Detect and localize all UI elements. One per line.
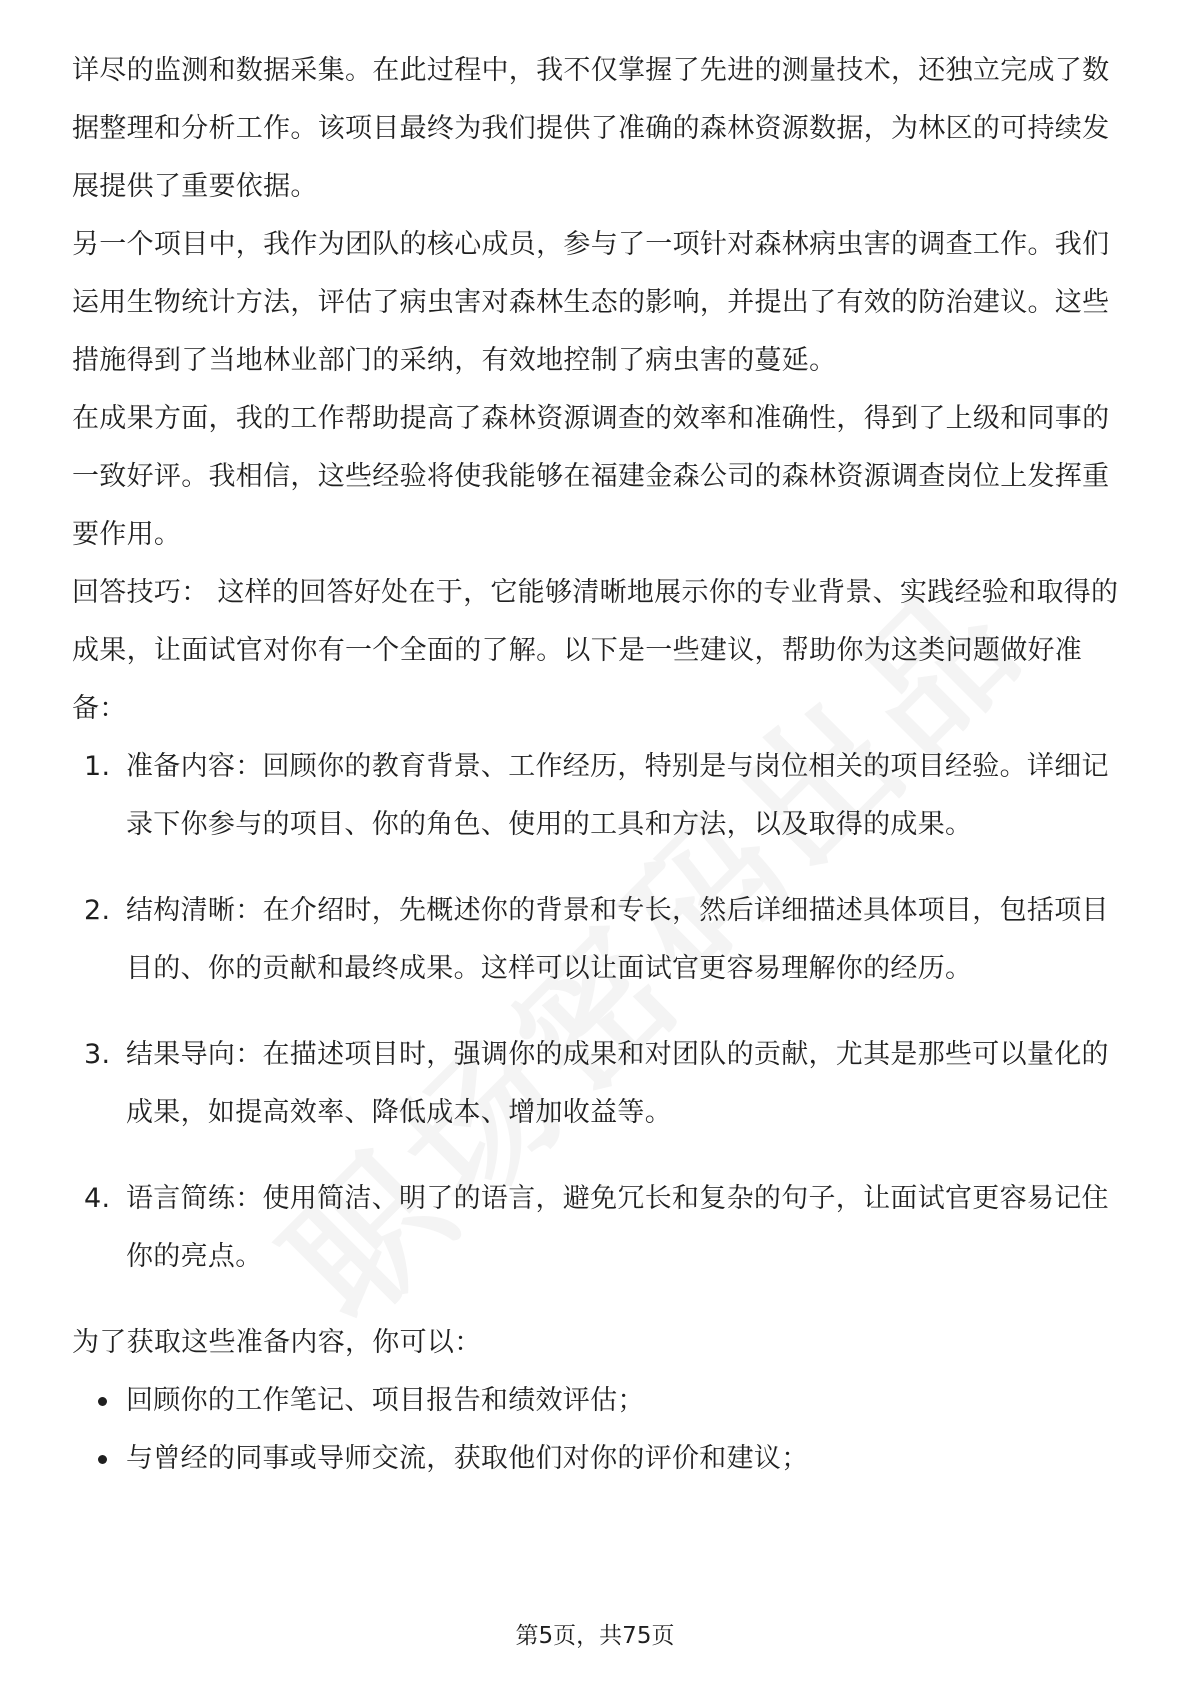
page-content — [72, 42, 1122, 1488]
tips-list — [72, 738, 1122, 1286]
paragraph-pest-project: 另一个项目中，我作为团队的核心成员，参与了一项针对森林病虫害的调查工作。我们运用生物统计方法，评估了病虫害对森林生态的影响，并提出了有效的防治建议。这些措施得到了当地林业部门的采纳，有效地控制了病虫害的蔓延。 — [72, 229, 1110, 376]
bullet-item — [72, 1430, 1122, 1488]
paragraph-answer-tips: 回答技巧： 这样的回答好处在于，它能够清晰地展示你的专业背景、实践经验和取得的成果，让面试官对你有一个全面的了解。以下是一些建议，帮助你为这类问题做好准备： — [72, 577, 1119, 724]
page-number-footer: 第5页，共75页 — [515, 1623, 675, 1649]
bullet-item — [72, 1372, 1122, 1430]
bullet-list — [72, 1372, 1122, 1488]
paragraph-project-monitoring: 详尽的监测和数据采集。在此过程中，我不仅掌握了先进的测量技术，还独立完成了数据整理和分析工作。该项目最终为我们提供了准确的森林资源数据，为林区的可持续发展提供了重要依据。 — [72, 55, 1110, 202]
list-number: 3. — [84, 1039, 111, 1070]
list-item-text: 语言简练：使用简洁、明了的语言，避免冗长和复杂的句子，让面试官更容易记住你的亮点。 — [126, 1183, 1109, 1272]
list-number: 1. — [84, 751, 111, 782]
list-item-text: 结构清晰：在介绍时，先概述你的背景和专长，然后详细描述具体项目，包括项目目的、你的贡献和最终成果。这样可以让面试官更容易理解你的经历。 — [126, 895, 1109, 984]
list-item-text: 结果导向：在描述项目时，强调你的成果和对团队的贡献，尤其是那些可以量化的成果，如提高效率、降低成本、增加收益等。 — [126, 1039, 1109, 1128]
bullet-item-text: 回顾你的工作笔记、项目报告和绩效评估； — [126, 1385, 645, 1416]
paragraph-how-to-prepare: 为了获取这些准备内容，你可以： — [72, 1327, 482, 1358]
list-item — [72, 738, 1122, 854]
bullet-item-text: 与曾经的同事或导师交流，获取他们对你的评价和建议； — [126, 1443, 809, 1474]
bullet-dot-icon — [98, 1455, 107, 1464]
list-item-text: 准备内容：回顾你的教育背景、工作经历，特别是与岗位相关的项目经验。详细记录下你参与的项目、你的角色、使用的工具和方法，以及取得的成果。 — [126, 751, 1109, 840]
paragraph-achievements: 在成果方面，我的工作帮助提高了森林资源调查的效率和准确性，得到了上级和同事的一致好评。我相信，这些经验将使我能够在福建金森公司的森林资源调查岗位上发挥重要作用。 — [72, 403, 1110, 550]
bullet-dot-icon — [98, 1397, 107, 1406]
list-item — [72, 1026, 1122, 1142]
list-number: 2. — [84, 895, 111, 926]
list-item — [72, 882, 1122, 998]
list-number: 4. — [84, 1183, 111, 1214]
list-item — [72, 1170, 1122, 1286]
